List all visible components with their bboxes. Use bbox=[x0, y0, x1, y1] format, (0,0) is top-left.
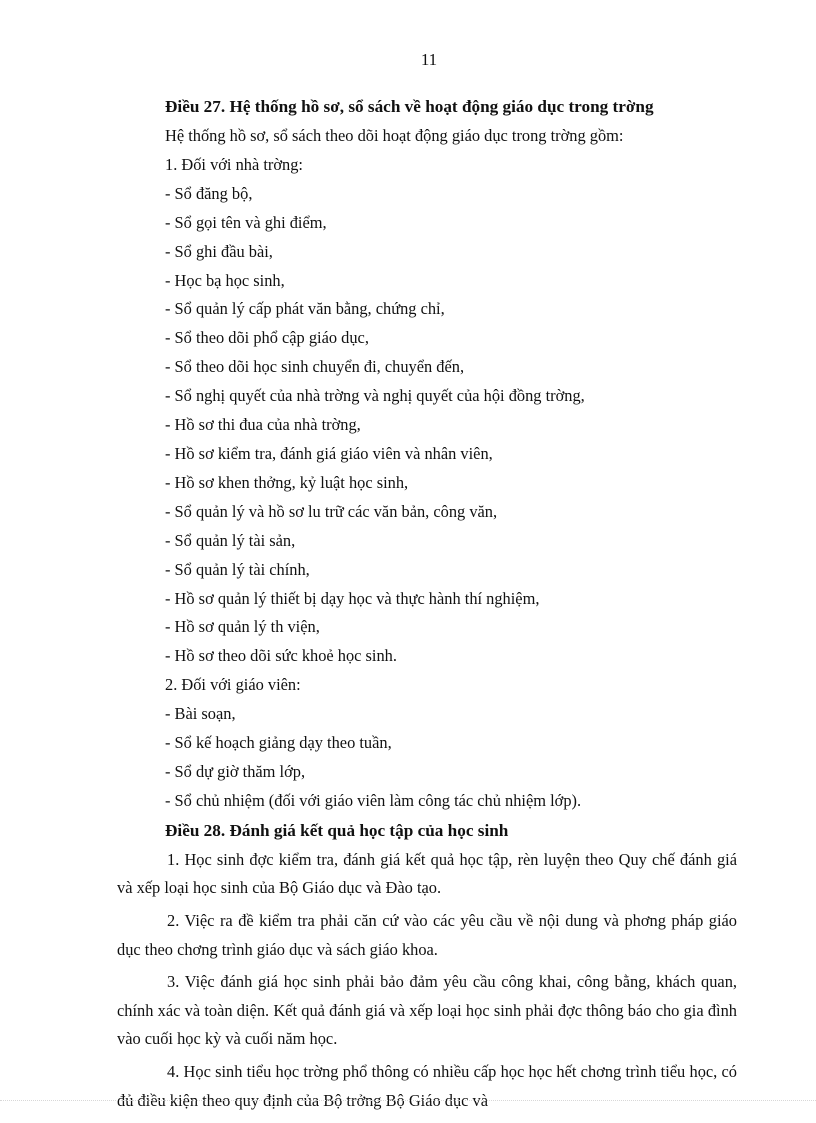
list-item: - Sổ theo dõi phổ cập giáo dục, bbox=[165, 328, 369, 348]
section-2-list bbox=[117, 700, 737, 816]
list-item: - Sổ quản lý tài chính, bbox=[165, 559, 310, 579]
list-item: - Sổ kế hoạch giảng dạy theo tuần, bbox=[165, 733, 392, 753]
article-27-intro: Hệ thống hồ sơ, sổ sách theo dõi hoạt động giáo dục trong trờng gồm: bbox=[165, 126, 624, 145]
list-item: - Hồ sơ quản lý th viện, bbox=[165, 617, 320, 637]
list-item: - Sổ gọi tên và ghi điểm, bbox=[165, 212, 327, 232]
article-27-heading: Điều 27. Hệ thống hồ sơ, sổ sách về hoạt động giáo dục trong trờng bbox=[165, 97, 654, 116]
list-item: - Học bạ học sinh, bbox=[165, 270, 285, 290]
article-28-heading: Điều 28. Đánh giá kết quả học tập của học sinh bbox=[165, 820, 509, 840]
list-item: - Sổ đăng bộ, bbox=[165, 183, 253, 203]
paragraph: 4. Học sinh tiểu học trờng phổ thông có nhiều cấp học học hết chơng trình tiểu học, có đủ điều kiện theo quy định của Bộ trởng Bộ Giáo dục và bbox=[117, 1061, 737, 1110]
paragraph: 1. Học sinh đợc kiểm tra, đánh giá kết quả học tập, rèn luyện theo Quy chế đánh giá và xếp loại học sinh của Bộ Giáo dục và Đào tạo. bbox=[117, 849, 737, 898]
list-item: - Hồ sơ kiểm tra, đánh giá giáo viên và nhân viên, bbox=[165, 443, 493, 463]
paragraph: 2. Việc ra đề kiểm tra phải căn cứ vào các yêu cầu về nội dung và phơng pháp giáo dục theo chơng trình giáo dục và sách giáo khoa. bbox=[117, 910, 737, 959]
list-item: - Hồ sơ quản lý thiết bị dạy học và thực hành thí nghiệm, bbox=[165, 588, 540, 608]
list-item: - Sổ quản lý và hồ sơ lu trữ các văn bản, công văn, bbox=[165, 501, 498, 521]
page-number: 11 bbox=[420, 50, 438, 69]
list-item: - Hồ sơ thi đua của nhà trờng, bbox=[165, 415, 361, 435]
section-1-title: 1. Đối với nhà trờng: bbox=[165, 154, 303, 174]
list-item: - Bài soạn, bbox=[165, 704, 236, 724]
list-item: - Sổ quản lý cấp phát văn bằng, chứng chỉ, bbox=[165, 299, 445, 319]
list-item: - Sổ quản lý tài sản, bbox=[165, 530, 296, 550]
document-body bbox=[117, 92, 737, 1119]
list-item: - Sổ dự giờ thăm lớp, bbox=[165, 761, 306, 781]
section-2-title: 2. Đối với giáo viên: bbox=[165, 675, 301, 695]
list-item: - Hồ sơ theo dõi sức khoẻ học sinh. bbox=[165, 646, 397, 666]
article-28-body bbox=[117, 846, 737, 1115]
page-bottom-rule bbox=[0, 1100, 816, 1101]
list-item: - Hồ sơ khen thởng, kỷ luật học sinh, bbox=[165, 472, 409, 492]
paragraph: 3. Việc đánh giá học sinh phải bảo đảm yêu cầu công khai, công bằng, khách quan, chính xác và toàn diện. Kết quả đánh giá và xếp loại học sinh phải đợc thông báo cho gia đình vào cuối học kỳ và cuối năm học. bbox=[117, 972, 737, 1049]
list-item: - Sổ ghi đầu bài, bbox=[165, 241, 273, 261]
section-1-list bbox=[117, 180, 737, 671]
list-item: - Sổ chủ nhiệm (đối với giáo viên làm công tác chủ nhiệm lớp). bbox=[165, 790, 582, 810]
list-item: - Sổ theo dõi học sinh chuyển đi, chuyển đến, bbox=[165, 357, 465, 377]
list-item: - Sổ nghị quyết của nhà trờng và nghị quyết của hội đồng trờng, bbox=[165, 386, 585, 406]
